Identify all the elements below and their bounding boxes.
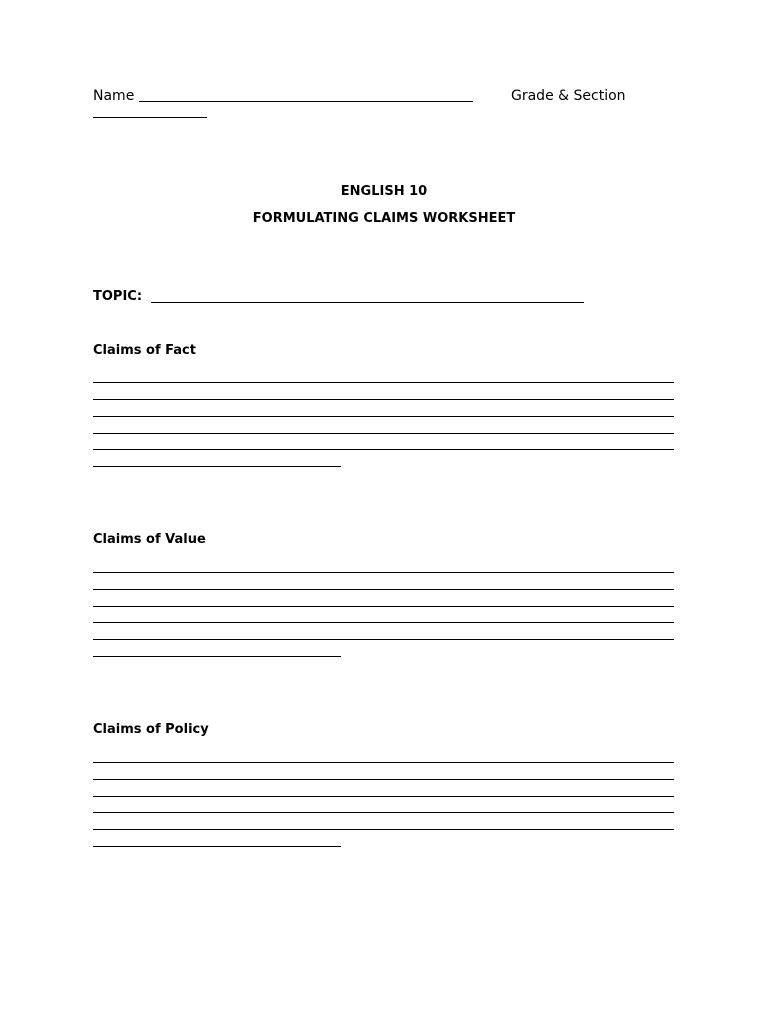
answer-line[interactable]: [93, 433, 674, 434]
answer-line[interactable]: [93, 762, 674, 763]
course-title: ENGLISH 10: [340, 184, 428, 199]
answer-line[interactable]: [93, 622, 674, 623]
name-label: Name: [93, 88, 135, 104]
answer-line[interactable]: [93, 382, 674, 383]
answer-line[interactable]: [93, 416, 674, 417]
topic-label: TOPIC:: [93, 289, 143, 304]
section-heading-fact: Claims of Fact: [93, 343, 196, 358]
answer-line[interactable]: [93, 466, 341, 467]
answer-line[interactable]: [93, 779, 674, 780]
answer-line[interactable]: [93, 639, 674, 640]
section-heading-value: Claims of Value: [93, 532, 206, 547]
answer-line[interactable]: [93, 449, 674, 450]
answer-line[interactable]: [93, 846, 341, 847]
grade-section-blank-line[interactable]: [93, 117, 207, 118]
section-heading-policy: Claims of Policy: [93, 722, 209, 737]
answer-line[interactable]: [93, 796, 674, 797]
answer-line[interactable]: [93, 572, 674, 573]
name-blank-line[interactable]: [139, 101, 473, 102]
grade-section-label: Grade & Section: [511, 88, 626, 104]
topic-blank-line[interactable]: [151, 302, 584, 303]
worksheet-title: FORMULATING CLAIMS WORKSHEET: [252, 211, 516, 226]
answer-line[interactable]: [93, 589, 674, 590]
answer-line[interactable]: [93, 606, 674, 607]
answer-line[interactable]: [93, 829, 674, 830]
answer-line[interactable]: [93, 399, 674, 400]
answer-line[interactable]: [93, 656, 341, 657]
answer-line[interactable]: [93, 812, 674, 813]
